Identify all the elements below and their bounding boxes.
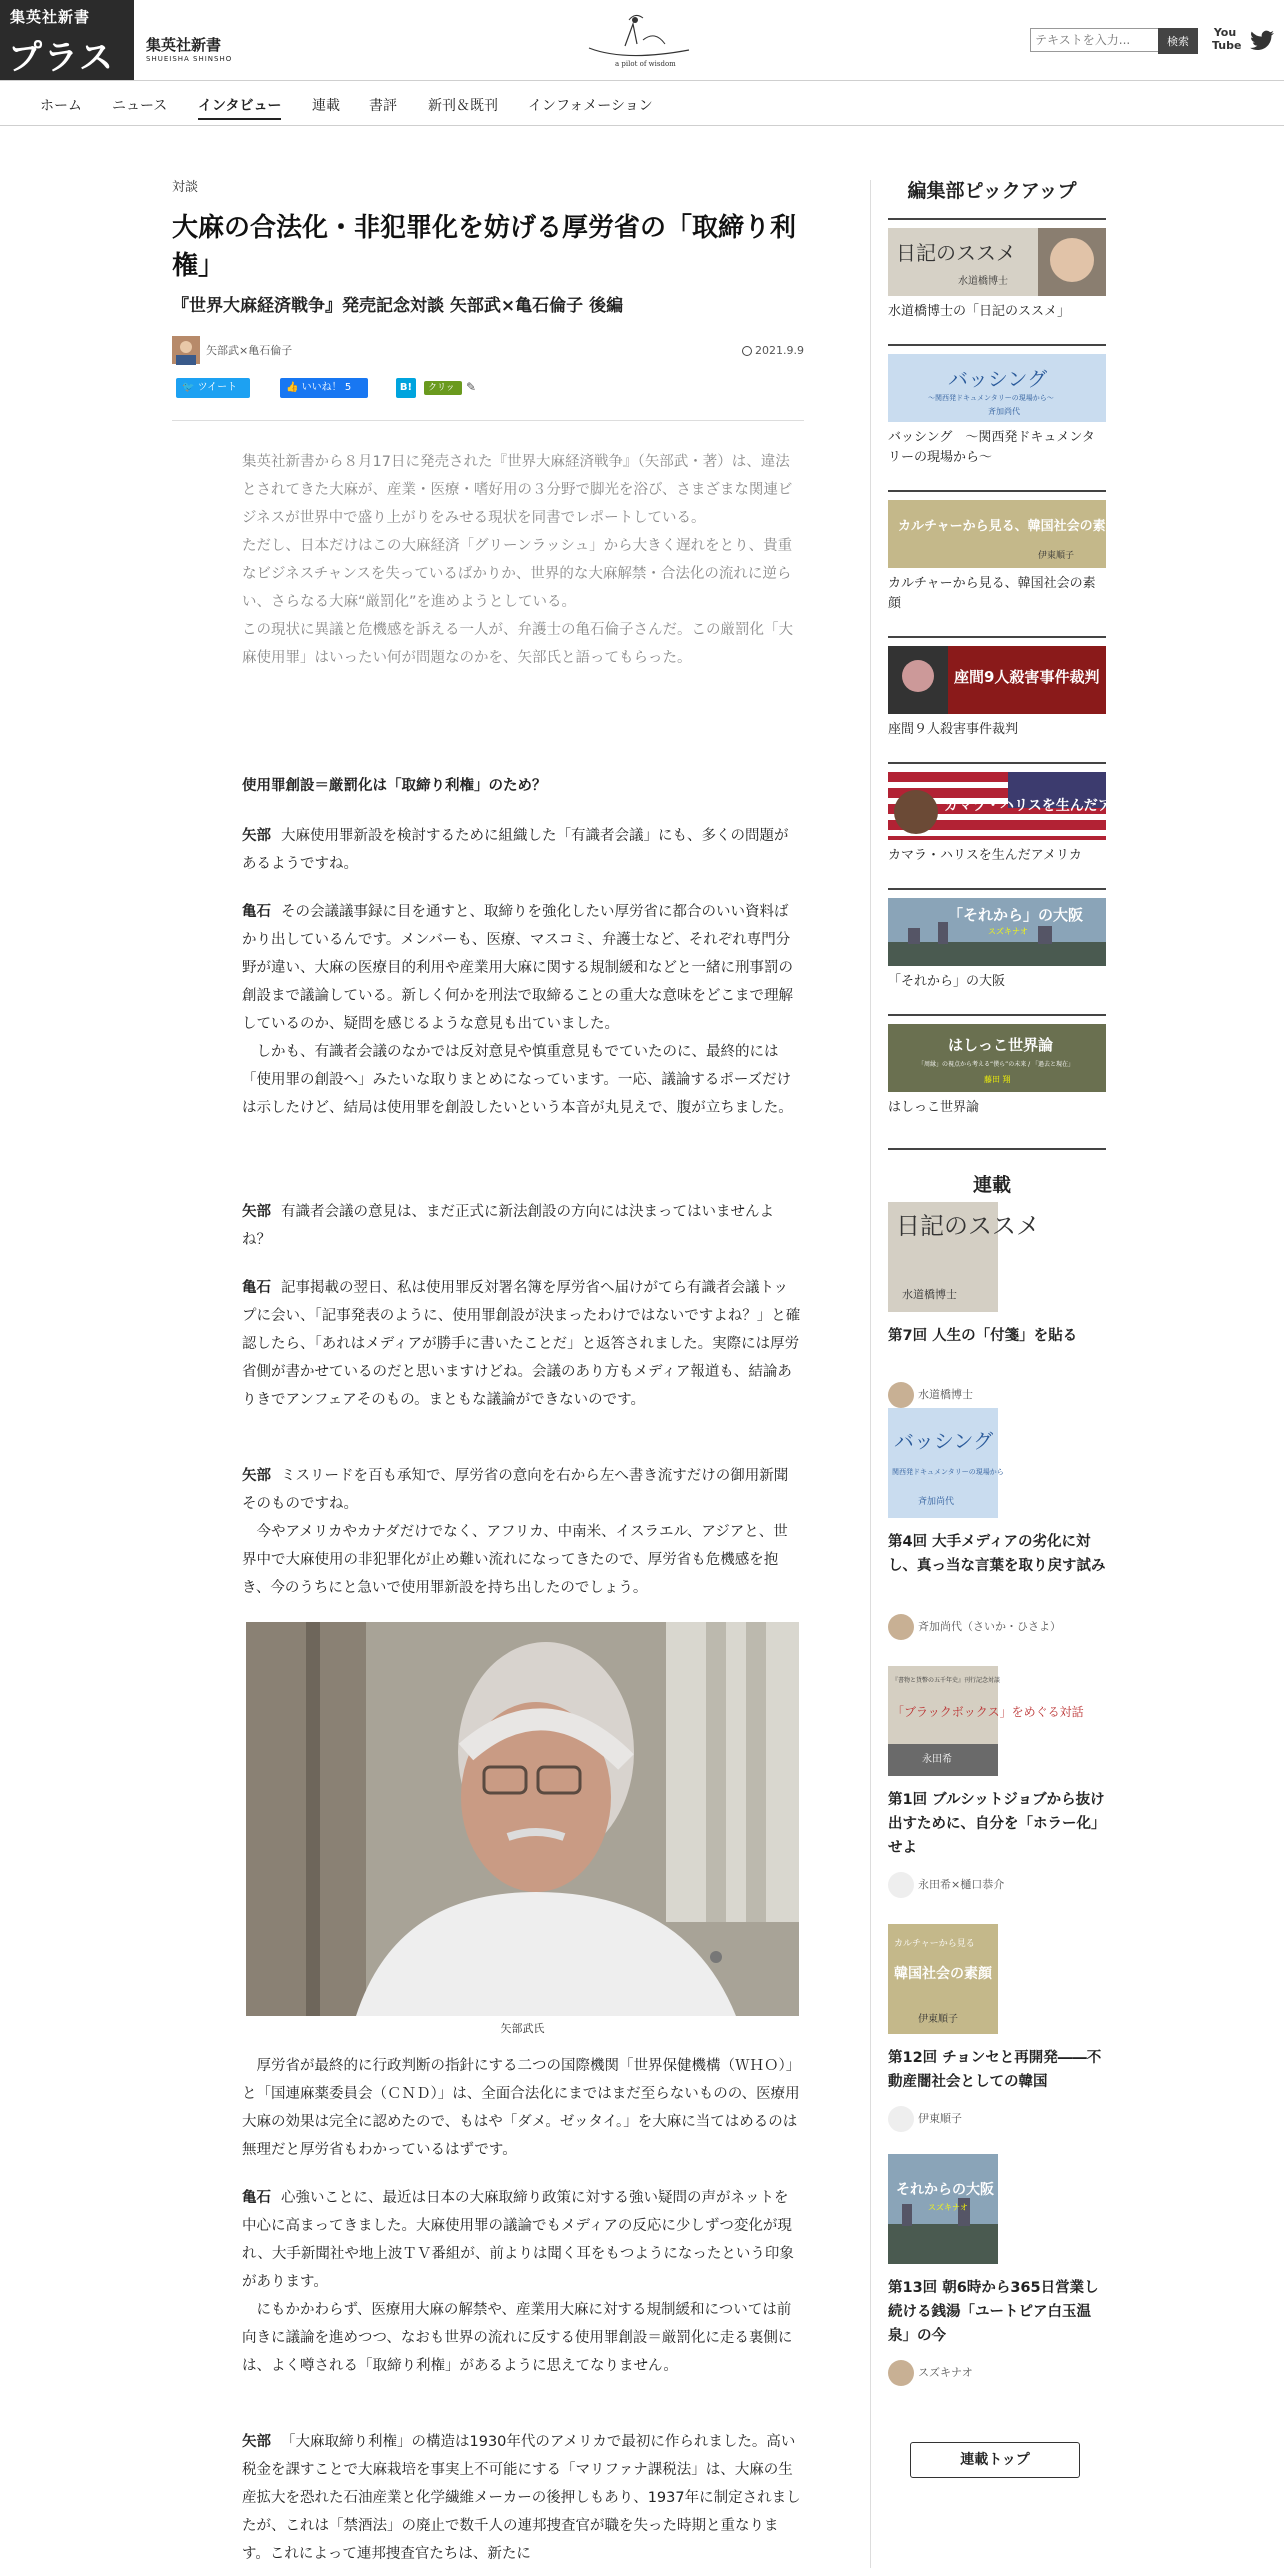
speaker-label: 矢部 (242, 2434, 271, 2450)
paragraph-text: にもかかわらず、医療用大麻の解禁や、産業用大麻に対する規制緩和については前向きに議論を進めつつ、なおも世界の流れに反する使用罪創設＝厳罰化に走る裏側には、よく噂される「取締り利権」があるように思えてなりません。 (242, 2302, 793, 2374)
sidebar-divider (870, 180, 871, 2568)
paragraph-text: 大麻使用罪新設を検討するために組織した「有識者会議」にも、多くの問題があるようですね。 (242, 828, 789, 872)
article-title: 大麻の合法化・非犯罪化を妨げる厚労省の「取締り利権」 (172, 213, 797, 281)
interview-photo (246, 1622, 799, 2016)
logo-main-text: プラス (8, 38, 115, 78)
article-subtitle: 『世界大麻経済戦争』発売記念対談 矢部武×亀石倫子 後編 (172, 296, 624, 316)
pickup-title: 編集部ピックアップ (907, 180, 1077, 202)
series-thumb-top: カルチャーから見る (894, 1939, 975, 1949)
clip-icon[interactable]: ✎ (466, 380, 477, 394)
nav-information[interactable]: インフォメーション (528, 98, 653, 114)
author-avatar (888, 2360, 914, 2386)
pickup-thumb-text: はしっこ世界論 (948, 1036, 1054, 1054)
pickup-end-divider (888, 1148, 1106, 1150)
pickup-thumb-text: 座間9人殺害事件裁判 (954, 668, 1100, 686)
tweet-button[interactable]: 🐦 ツイート (176, 378, 250, 398)
series-author-name: 斉加尚代（さいか・ひさよ） (918, 1620, 1061, 1633)
series-label: 第7回 人生の「付箋」を貼る (888, 1328, 1078, 1344)
logo-top-text: 集英社新書 (10, 8, 91, 26)
author-avatar (888, 1872, 914, 1898)
pickup-thumbnail (888, 354, 1106, 422)
paragraph (242, 1274, 802, 1414)
speaker-label: 亀石 (242, 2190, 271, 2206)
article-lead (242, 448, 802, 672)
series-author-name: 伊東順子 (918, 2112, 962, 2125)
author-avatar[interactable] (172, 336, 200, 364)
paragraph-text: 今やアメリカやカナダだけでなく、アフリカ、中南米、イスラエル、アジアと、世界中で大麻使用の非犯罪化が止め難い流れになってきたので、厚労省も危機感を抱き、今のうちにと急いで使用罪新設を持ち出したのでしょう。 (242, 1524, 788, 1596)
pickup-thumb-sub: スズキナオ (988, 927, 1028, 936)
pickup-thumb-sub: 「周縁」の視点から考える“僕ら”の未来 / 「過去と現在」 (918, 1061, 1075, 1068)
site-logo[interactable] (0, 0, 134, 80)
pickup-thumb-text: カマラ・ハリスを生んだアメリカ (944, 798, 1153, 814)
series-thumb-sub: 水道橋博士 (902, 1288, 957, 1301)
pickup-item[interactable] (888, 490, 1119, 611)
search-box (1030, 28, 1195, 54)
paragraph-text: 心強いことに、最近は日本の大麻取締り政策に対する強い疑問の声がネットを中心に高まってきました。大麻使用罪の議論でもメディアの反応に少しずつ変化が現れ、大手新聞社や地上波ＴＶ番組が、前よりは聞く耳をもつようになったという印象があります。 (242, 2190, 794, 2290)
pickup-item[interactable] (888, 218, 1106, 319)
pickup-thumbnail (888, 228, 1106, 296)
speaker-label: 矢部 (242, 1468, 271, 1484)
pickup-thumb-sub2: 斉加尚代 (988, 407, 1020, 416)
paragraph-text: 「大麻取締り利権」の構造は1930年代のアメリカで最初に作られました。高い税金を課すことで大麻栽培を事実上不可能にする「マリファナ課税法」は、大麻の生産拡大を恐れた石油産業と化学繊維メーカーの後押しもあり、1937年に制定されましたが、これは「禁酒法」の廃止で数千人の連邦捜査官が職を失った時期と重なります。これによって連邦捜査官たちは、新たに (242, 2434, 801, 2562)
youtube-label: You Tube (1212, 26, 1242, 52)
series-author[interactable] (888, 1872, 1004, 1898)
nav-home[interactable]: ホーム (40, 98, 82, 114)
pickup-label: カルチャーから見る、韓国社会の素顔 (888, 576, 1096, 611)
author-row (172, 336, 804, 366)
series-author-name: 永田希×樋口恭介 (918, 1878, 1005, 1891)
series-author[interactable] (888, 2360, 973, 2386)
author-avatar (888, 1614, 914, 1640)
clock-icon (742, 346, 752, 356)
series-thumbnail (888, 1924, 998, 2034)
pickup-thumb-sub: 水道橋博士 (958, 276, 1008, 287)
author-avatar (888, 1382, 914, 1408)
pickup-item[interactable] (888, 636, 1106, 737)
lead-paragraph: 集英社新書から８月17日に発売された『世界大麻経済戦争』（矢部武・著）は、違法とされてきた大麻が、産業・医療・嗜好用の３分野で脚光を浴び、さまざまな関連ビジネスが世界中で盛り上がりをみせる現状を同書でレポートしている。 (242, 454, 793, 526)
paragraph-text: しかも、有識者会議のなかでは反対意見や慎重意見もでていたのに、最終的には「使用罪の創設へ」みたいな取りまとめになっています。一応、議論するポーズだけは示したけど、結局は使用罪を創設したいという本音が丸見えで、腹が立ちました。 (242, 1044, 793, 1116)
series-thumb-text: 韓国社会の素顔 (894, 1966, 992, 1982)
paragraph (242, 2428, 802, 2568)
search-button[interactable]: 検索 (1158, 28, 1198, 54)
photo-caption: 矢部武氏 (500, 2022, 545, 2035)
like-label: いいね！ 5 (301, 382, 352, 393)
speaker-label: 矢部 (242, 828, 271, 844)
header-divider (172, 420, 804, 421)
pickup-label: はしっこ世界論 (888, 1100, 980, 1115)
paragraph (242, 2184, 802, 2380)
series-thumb-text: バッシング (894, 1429, 994, 1453)
search-input[interactable] (1030, 28, 1158, 52)
nav-review[interactable]: 書評 (369, 98, 397, 114)
series-author[interactable] (888, 2106, 962, 2132)
pickup-item[interactable] (888, 1014, 1106, 1115)
pickup-thumb-text: 「それから」の大阪 (948, 906, 1084, 924)
youtube-icon[interactable] (1212, 26, 1242, 56)
pickup-thumb-sub2: 藤田 翔 (984, 1075, 1011, 1084)
pickup-label: 座間９人殺害事件裁判 (888, 722, 1019, 737)
lead-paragraph: ただし、日本だけはこの大麻経済「グリーンラッシュ」から大きく遅れをとり、貴重なビジネスチャンスを失っているばかりか、世界的な大麻解禁・合法化の流れに逆らい、さらなる大麻“厳罰化”を進めようとしている。 (242, 538, 793, 610)
pickup-label: 水道橋博士の「日記のススメ」 (888, 304, 1071, 319)
series-label: 第13回 朝6時から365日営業し続ける銭湯「ユートピア白玉温泉」の今 (888, 2280, 1099, 2344)
series-thumb-sub2: 斉加尚代 (918, 1497, 955, 1507)
series-thumb-text: 「ブラックボックス」をめぐる対話 (892, 1705, 1084, 1719)
series-author[interactable] (888, 1614, 1061, 1640)
paragraph (242, 822, 802, 878)
tweet-label: ツイート (197, 382, 238, 393)
series-thumb-text: 日記のススメ (896, 1212, 1040, 1240)
pickup-thumbnail (888, 1024, 1106, 1092)
paragraph-text: その会議議事録に目を通すと、取締りを強化したい厚労省に都合のいい資料ばかり出しているんです。メンバーも、医療、マスコミ、弁護士など、それぞれ専門分野が違い、大麻の医療目的利用や産業用大麻に関する規制緩和などと一緒に刑事罰の創設まで議論している。新しく何かを刑法で取締ることの重大な意味をどこまで理解しているのか、疑問を感じるような意見も出ていました。 (242, 904, 793, 1032)
series-thumb-text: それからの大阪 (896, 2182, 994, 2198)
speaker-label: 亀石 (242, 904, 271, 920)
series-title: 連載 (972, 1174, 1011, 1196)
nav-new-books[interactable]: 新刊＆既刊 (428, 98, 498, 114)
paragraph-text: ミスリードを百も承知で、厚労省の意向を右から左へ書き流すだけの御用新聞そのものですね。 (242, 1468, 789, 1512)
series-author[interactable] (888, 1382, 973, 1408)
paragraph (242, 1462, 802, 1602)
share-row (172, 378, 804, 407)
pickup-item[interactable] (888, 888, 1106, 989)
pickup-thumb-text: カルチャーから見る、韓国社会の素顔 (898, 519, 1119, 534)
pickup-label: 「それから」の大阪 (888, 974, 1006, 989)
logo-sub-text: 集英社新書 (146, 36, 222, 54)
facebook-like-button[interactable]: 👍 いいね！ 5 (280, 378, 368, 398)
series-thumb-sub: 関西発ドキュメンタリーの現場から (892, 1468, 1004, 1476)
publish-date (742, 344, 804, 357)
pickup-thumb-sub: ～関西発ドキュメンタリーの現場から～ (928, 394, 1054, 402)
pickup-label: バッシング ～関西発ドキュメンタリーの現場から～ (888, 430, 1095, 465)
pickup-label: カマラ・ハリスを生んだアメリカ (888, 848, 1082, 863)
paragraph (242, 1198, 802, 1254)
pickup-thumb-text: 日記のススメ (896, 241, 1016, 265)
hatena-bookmark-button[interactable]: B! (396, 378, 416, 398)
section-heading: 使用罪創設＝厳罰化は「取締り利権」のため？ (242, 778, 547, 794)
pickup-item[interactable] (888, 762, 1153, 863)
pickup-thumbnail (888, 646, 1106, 714)
pickup-thumb-sub: 伊東順子 (1038, 551, 1075, 561)
series-thumbnail (888, 1202, 1040, 1312)
series-thumb-sub: 永田希 (922, 1754, 952, 1765)
lead-paragraph: この現状に異議と危機感を訴える一人が、弁護士の亀石倫子さんだ。この厳罰化「大麻使用罪」はいったい何が問題なのかを、矢部氏と語ってもらった。 (242, 622, 793, 666)
sidebar (872, 176, 1153, 2468)
series-thumb-sub: スズキナオ (928, 2203, 968, 2212)
series-top-button[interactable]: 連載トップ (910, 2442, 1080, 2478)
pickup-thumbnail (888, 898, 1106, 966)
paragraph: 厚労省が最終的に行政判断の指針にする二つの国際機関「世界保健機構（ＷＨＯ）」と「国連麻薬委員会（ＣＮＤ）」は、全面合法化にまではまだ至らないものの、医療用大麻の効果は完全に認めたので、もはや「ダメ。ゼッタイ。」を大麻に当てはめるのは無理だと厚労省もわかっているはずです。 (242, 2058, 801, 2158)
main-nav (0, 81, 1284, 126)
author-name[interactable]: 矢部武×亀石倫子 (206, 344, 293, 357)
series-label: 第4回 大手メディアの劣化に対し、真っ当な言葉を取り戻す試み (888, 1534, 1106, 1574)
paragraph (242, 898, 802, 1122)
article-header (172, 176, 804, 421)
article-category[interactable]: 対談 (172, 180, 199, 195)
logo-sub-en-text: SHUEISHA SHINSHO (146, 55, 233, 63)
pickup-thumb-text: バッシング (948, 367, 1048, 391)
nav-news[interactable]: ニュース (112, 98, 168, 114)
series-label: 第12回 チョンセと再開発――不動産闇社会としての韓国 (888, 2050, 1102, 2090)
date-text: 2021.9.9 (755, 344, 804, 357)
speaker-label: 亀石 (242, 1280, 271, 1296)
site-header (0, 0, 1284, 81)
center-logo-text: a pilot of wisdom (615, 60, 676, 68)
pickup-thumbnail (888, 500, 1119, 568)
paragraph-text: 記事掲載の翌日、私は使用罪反対署名簿を厚労省へ届けがてら有識者会議トップに会い、「記事発表のように、使用罪創設が決まったわけではないですよね？」と確認したら、「あれはメディアが勝手に書いたことだ」と返答されました。実際には厚労省側が書かせているのだと思いますけどね。会議のあり方もメディア報道も、結論ありきでアンフェアそのもの。まともな議論ができないのです。 (242, 1280, 801, 1408)
author-avatar (888, 2106, 914, 2132)
series-thumb-top: 『書物と貨幣の五千年史』刊行記念対談 (892, 1677, 1001, 1684)
nav-series[interactable]: 連載 (312, 98, 340, 114)
series-thumbnail (888, 1666, 1084, 1776)
series-thumbnail (888, 2154, 998, 2264)
pickup-thumbnail (888, 772, 1153, 840)
pilot-of-wisdom-logo[interactable] (585, 10, 697, 72)
paragraph-text: 有識者会議の意見は、まだ正式に新法創設の方向には決まってはいませんよね？ (242, 1204, 774, 1248)
clip-button[interactable]: クリップ (424, 381, 462, 395)
speaker-label: 矢部 (242, 1204, 271, 1220)
series-thumb-sub: 伊東順子 (918, 2014, 958, 2025)
series-label: 第1回 ブルシットジョブから抜け出すために、自分を「ホラー化」せよ (888, 1792, 1106, 1856)
series-author-name: スズキナオ (918, 2366, 973, 2379)
series-thumbnail (888, 1408, 1004, 1518)
series-author-name: 水道橋博士 (918, 1388, 973, 1401)
twitter-icon[interactable] (1248, 28, 1276, 54)
nav-interview[interactable]: インタビュー (198, 95, 281, 120)
pickup-item[interactable] (888, 344, 1106, 465)
